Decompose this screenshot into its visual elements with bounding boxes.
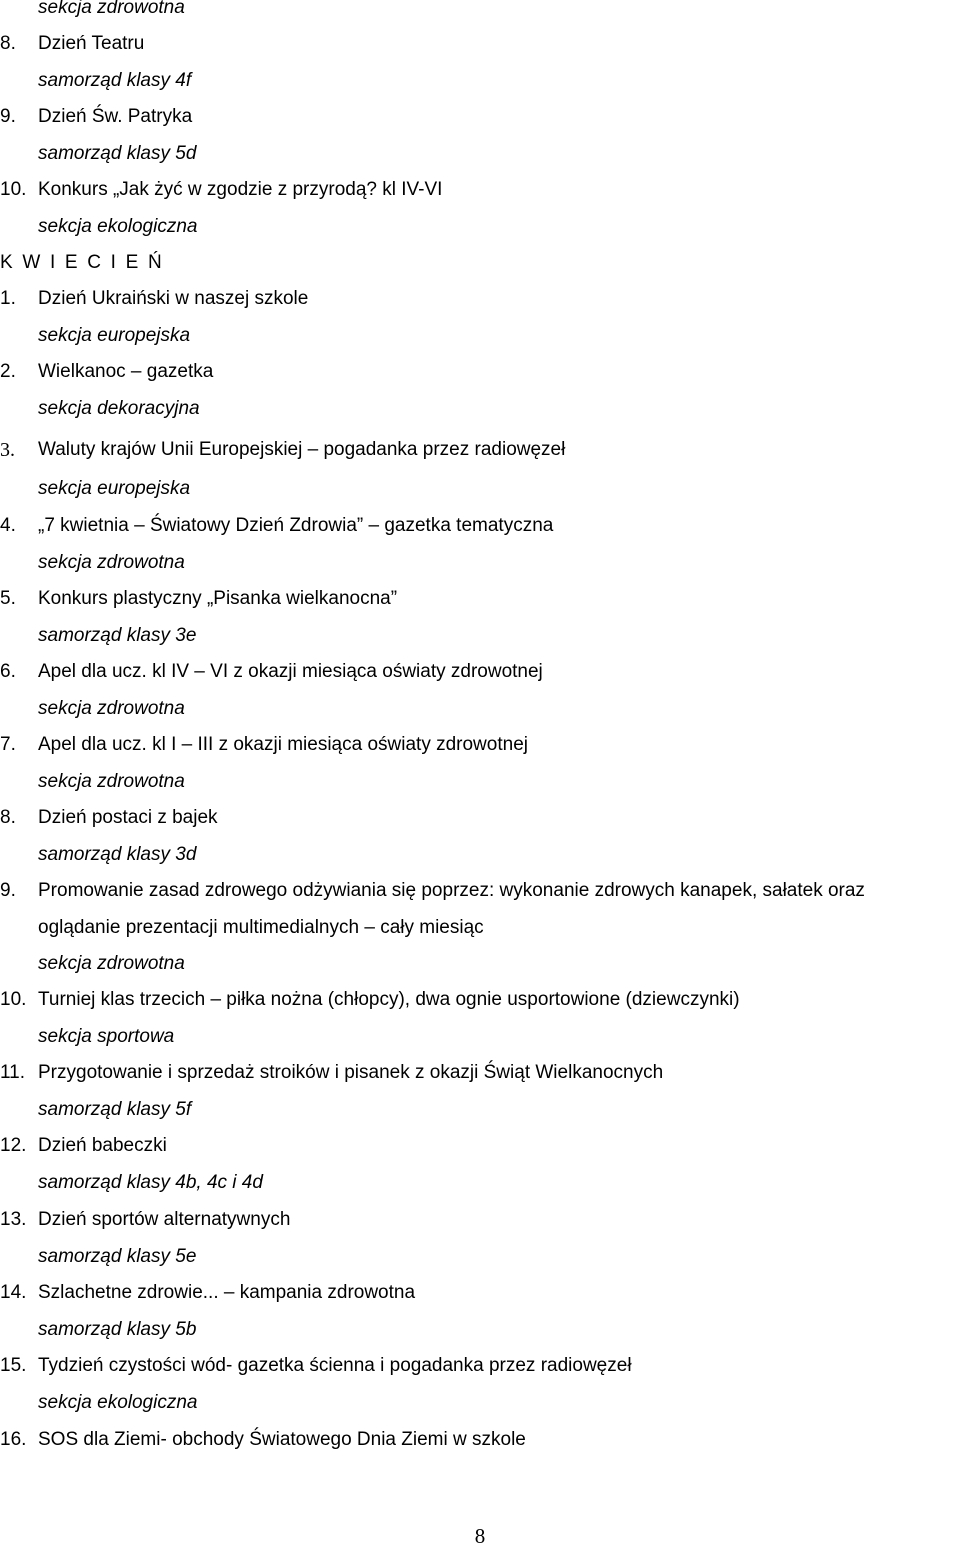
item-text: Waluty krajów Unii Europejskiej – pogadanka przez radiowęzeł — [38, 439, 566, 460]
item-number: 2. — [0, 361, 16, 382]
organizer: sekcja zdrowotna — [38, 698, 185, 719]
organizer: samorząd klasy 5b — [38, 1319, 197, 1340]
organizer: sekcja dekoracyjna — [38, 398, 200, 419]
organizer: sekcja sportowa — [38, 1026, 175, 1047]
item-text: Apel dla ucz. kl IV – VI z okazji miesiąca oświaty zdrowotnej — [38, 661, 543, 682]
item-number: 3. — [0, 439, 15, 461]
organizer: samorząd klasy 4b, 4c i 4d — [38, 1172, 263, 1193]
item-text: Dzień Św. Patryka — [38, 106, 193, 127]
item-number: 9. — [0, 880, 16, 901]
organizer: sekcja zdrowotna — [38, 0, 185, 18]
item-number: 14. — [0, 1282, 27, 1303]
organizer: sekcja europejska — [38, 325, 191, 346]
item-text: Konkurs plastyczny „Pisanka wielkanocna” — [38, 588, 398, 609]
item-text: Konkurs „Jak żyć w zgodzie z przyrodą? kl IV-VI — [38, 179, 443, 200]
item-text: Dzień postaci z bajek — [38, 807, 218, 828]
item-number: 4. — [0, 515, 16, 536]
item-text: Wielkanoc – gazetka — [38, 361, 214, 382]
item-text-continued: oglądanie prezentacji multimedialnych – cały miesiąc — [38, 917, 484, 938]
item-text: Szlachetne zdrowie... – kampania zdrowotna — [38, 1282, 416, 1303]
item-text: Dzień sportów alternatywnych — [38, 1209, 291, 1230]
item-number: 16. — [0, 1429, 27, 1450]
item-number: 10. — [0, 179, 27, 200]
item-number: 10. — [0, 989, 27, 1010]
item-text: Dzień Teatru — [38, 33, 145, 54]
organizer: sekcja zdrowotna — [38, 771, 185, 792]
item-number: 7. — [0, 734, 16, 755]
item-number: 11. — [0, 1062, 26, 1083]
item-number: 9. — [0, 106, 16, 127]
item-number: 6. — [0, 661, 16, 682]
item-text: Tydzień czystości wód- gazetka ścienna i pogadanka przez radiowęzeł — [38, 1355, 632, 1376]
item-text: Promowanie zasad zdrowego odżywiania się poprzez: wykonanie zdrowych kanapek, sałatek oraz — [38, 880, 865, 901]
item-text: Dzień Ukraiński w naszej szkole — [38, 288, 309, 309]
organizer: samorząd klasy 3d — [38, 844, 197, 865]
item-text: SOS dla Ziemi- obchody Światowego Dnia Ziemi w szkole — [38, 1429, 526, 1450]
item-text: Dzień babeczki — [38, 1135, 167, 1156]
organizer: sekcja ekologiczna — [38, 1392, 198, 1413]
month-heading: K W I E C I E Ń — [0, 252, 164, 273]
organizer: sekcja zdrowotna — [38, 552, 185, 573]
item-text: Przygotowanie i sprzedaż stroików i pisanek z okazji Świąt Wielkanocnych — [38, 1062, 664, 1083]
item-number: 15. — [0, 1355, 27, 1376]
organizer: samorząd klasy 5d — [38, 143, 197, 164]
item-number: 12. — [0, 1135, 27, 1156]
item-number: 13. — [0, 1209, 27, 1230]
item-text: „7 kwietnia – Światowy Dzień Zdrowia” – gazetka tematyczna — [38, 515, 554, 536]
organizer: sekcja europejska — [38, 478, 191, 499]
item-text: Turniej klas trzecich – piłka nożna (chłopcy), dwa ognie usportowione (dziewczynki) — [38, 989, 740, 1010]
item-text: Apel dla ucz. kl I – III z okazji miesiąca oświaty zdrowotnej — [38, 734, 528, 755]
organizer: samorząd klasy 5f — [38, 1099, 192, 1120]
organizer: samorząd klasy 5e — [38, 1246, 197, 1267]
organizer: samorząd klasy 3e — [38, 625, 197, 646]
item-number: 8. — [0, 33, 16, 54]
item-number: 8. — [0, 807, 16, 828]
page-number: 8 — [474, 1524, 486, 1548]
organizer: sekcja ekologiczna — [38, 216, 198, 237]
item-number: 1. — [0, 288, 16, 309]
item-number: 5. — [0, 588, 16, 609]
organizer: samorząd klasy 4f — [38, 70, 192, 91]
organizer: sekcja zdrowotna — [38, 953, 185, 974]
